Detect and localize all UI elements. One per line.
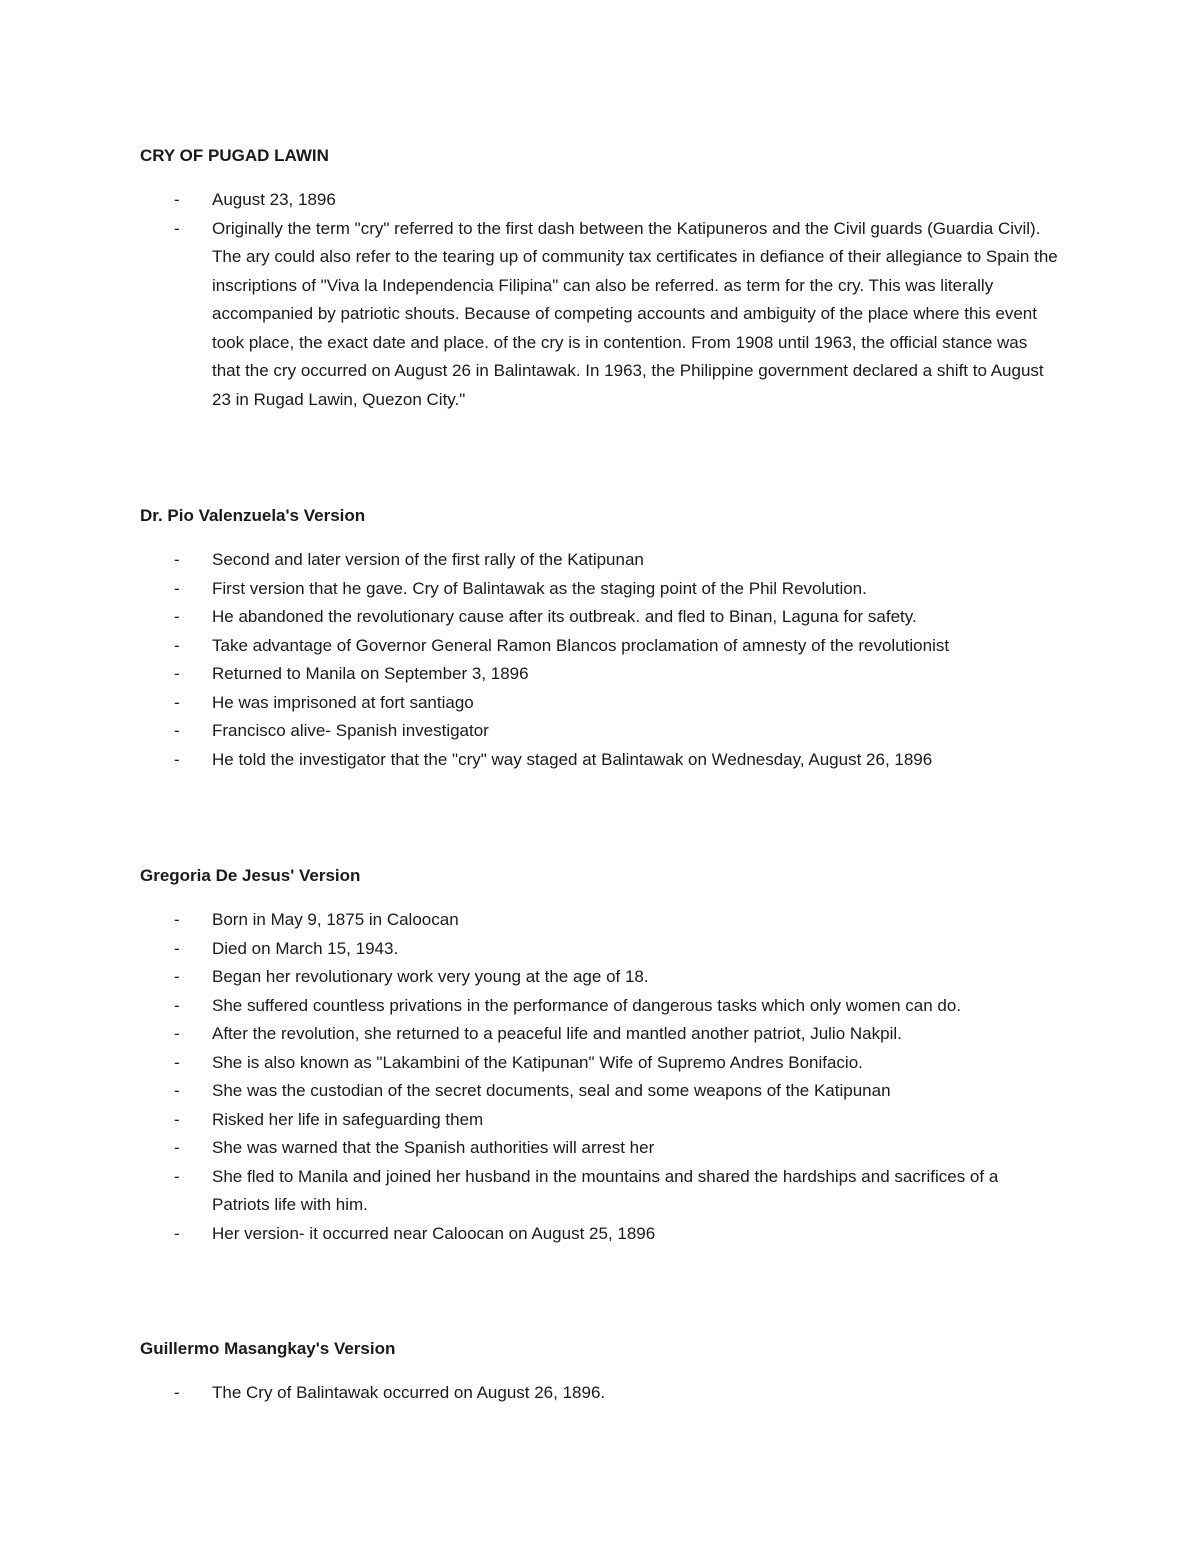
dash-bullet: - <box>174 190 180 209</box>
list-item-text: Second and later version of the first rally of the Katipunan <box>212 550 644 569</box>
list-item-text: Born in May 9, 1875 in Caloocan <box>212 910 459 929</box>
list-item <box>140 1049 1060 1078</box>
list-item <box>140 906 1060 935</box>
list-item-text: Risked her life in safeguarding them <box>212 1109 484 1129</box>
list-item-text: After the revolution, she returned to a peaceful life and mantled another patriot, Julio Nakpil. <box>212 1024 902 1043</box>
dash-bullet: - <box>174 1223 180 1243</box>
list-item-text: She suffered countless privations in the performance of dangerous tasks which only women can do. <box>212 995 962 1015</box>
dash-bullet: - <box>174 1052 180 1072</box>
bullet-list <box>140 1379 1060 1408</box>
list-item <box>140 575 1060 604</box>
list-item <box>140 1220 1060 1249</box>
dash-bullet: - <box>174 1138 180 1157</box>
list-item-text: He abandoned the revolutionary cause after its outbreak. and fled to Binan, Laguna for safety. <box>212 607 917 626</box>
list-item-text: He told the investigator that the "cry" way staged at Balintawak on Wednesday, August 26, 1896 <box>212 749 933 769</box>
dash-bullet: - <box>174 967 180 986</box>
list-item <box>140 632 1060 661</box>
bullet-list <box>140 186 1060 414</box>
list-item-text: The Cry of Balintawak occurred on August 26, 1896. <box>212 1383 606 1402</box>
section-heading: CRY OF PUGAD LAWIN <box>140 146 329 165</box>
dash-bullet: - <box>174 218 180 238</box>
list-item <box>140 1163 1060 1220</box>
list-item <box>140 1020 1060 1049</box>
dash-bullet: - <box>174 1081 180 1100</box>
dash-bullet: - <box>174 910 180 929</box>
list-item <box>140 935 1060 964</box>
dash-bullet: - <box>174 1024 180 1043</box>
section-guillermo-masangkay-version <box>140 1339 1060 1402</box>
dash-bullet: - <box>174 1109 180 1129</box>
section-cry-of-pugad-lawin <box>140 146 1060 409</box>
dash-bullet: - <box>174 550 180 569</box>
list-item <box>140 546 1060 575</box>
list-item-text: August 23, 1896 <box>212 190 336 209</box>
list-item <box>140 746 1060 775</box>
list-item <box>140 1106 1060 1135</box>
list-item-text: She was warned that the Spanish authorities will arrest her <box>212 1138 655 1157</box>
list-item <box>140 215 1060 415</box>
dash-bullet: - <box>174 664 180 683</box>
list-item-text: Her version- it occurred near Caloocan on August 25, 1896 <box>212 1223 656 1243</box>
list-item-text: Returned to Manila on September 3, 1896 <box>212 664 529 683</box>
list-item-text: Originally the term "cry" referred to the first dash between the Katipuneros and the Civil guards (Guardia Civil). The ary could also refer to the tearing up of community tax certificates in defiance of their allegiance to Spain the inscriptions of "Viva la Independencia Filipina" can also be referred. as term for the cry. This was literally accompanied by patriotic shouts. Because of competing accounts and ambiguity of the place where this event took place, the exact date and place. of the cry is in contention. From 1908 until 1963, the official stance was that the cry occurred on August 26 in Balintawak. In 1963, the Philippine government declared a shift to August 23 in Rugad Lawin, Quezon City." <box>212 218 1058 409</box>
list-item-text: She is also known as "Lakambini of the Katipunan" Wife of Supremo Andres Bonifacio. <box>212 1052 863 1072</box>
bullet-list <box>140 546 1060 774</box>
dash-bullet: - <box>174 578 180 598</box>
list-item <box>140 992 1060 1021</box>
list-item-text: Francisco alive- Spanish investigator <box>212 721 489 740</box>
bullet-list <box>140 906 1060 1248</box>
dash-bullet: - <box>174 995 180 1015</box>
list-item-text: Began her revolutionary work very young at the age of 18. <box>212 967 649 986</box>
dash-bullet: - <box>174 692 180 712</box>
dash-bullet: - <box>174 721 180 740</box>
list-item-text: Take advantage of Governor General Ramon Blancos proclamation of amnesty of the revolutionist <box>212 635 950 655</box>
list-item-text: Died on March 15, 1943. <box>212 938 399 958</box>
list-item <box>140 1379 1060 1408</box>
list-item <box>140 660 1060 689</box>
section-heading: Gregoria De Jesus' Version <box>140 866 361 885</box>
list-item <box>140 689 1060 718</box>
dash-bullet: - <box>174 938 180 958</box>
list-item <box>140 717 1060 746</box>
list-item-text: She fled to Manila and joined her husband in the mountains and shared the hardships and sacrifices of a Patriots life with him. <box>212 1166 999 1214</box>
list-item-text: First version that he gave. Cry of Balintawak as the staging point of the Phil Revolution. <box>212 578 867 598</box>
section-pio-valenzuela-version <box>140 506 1060 769</box>
section-heading: Guillermo Masangkay's Version <box>140 1339 396 1358</box>
list-item-text: He was imprisoned at fort santiago <box>212 692 474 712</box>
list-item <box>140 1077 1060 1106</box>
section-gregoria-de-jesus-version <box>140 866 1060 1243</box>
list-item <box>140 186 1060 215</box>
dash-bullet: - <box>174 1383 180 1402</box>
list-item <box>140 1134 1060 1163</box>
list-item-text: She was the custodian of the secret documents, seal and some weapons of the Katipunan <box>212 1081 891 1100</box>
dash-bullet: - <box>174 607 180 626</box>
section-heading: Dr. Pio Valenzuela's Version <box>140 506 366 525</box>
dash-bullet: - <box>174 1166 180 1186</box>
list-item <box>140 603 1060 632</box>
dash-bullet: - <box>174 635 180 655</box>
dash-bullet: - <box>174 749 180 769</box>
list-item <box>140 963 1060 992</box>
